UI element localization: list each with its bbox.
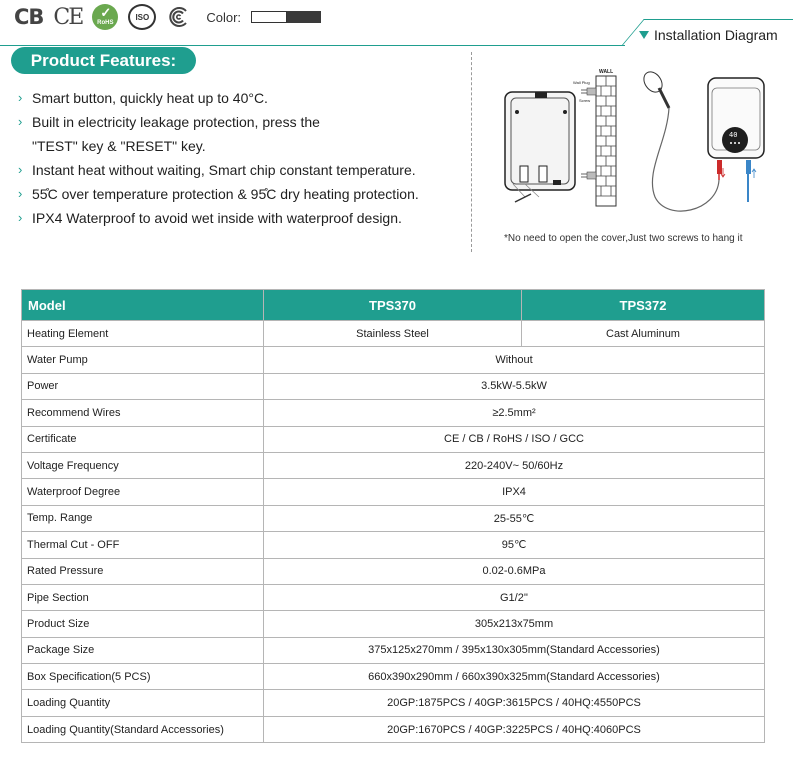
- table-row: [22, 400, 765, 426]
- color-swatch-white: [251, 11, 287, 23]
- product-features-title: Product Features:: [11, 47, 196, 74]
- screw-label: Screw: [579, 98, 591, 103]
- feature-item: [18, 86, 448, 110]
- row-value: 0.02-0.6MPa: [264, 558, 765, 584]
- table-row: [22, 532, 765, 558]
- row-label: Rated Pressure: [22, 558, 264, 584]
- feature-list: [18, 86, 448, 230]
- table-row: [22, 611, 765, 637]
- cb-logo: CB: [14, 5, 44, 29]
- color-swatch-black: [287, 11, 321, 23]
- table-row: [22, 479, 765, 505]
- installation-diagram-heading: [639, 27, 778, 43]
- row-value: 25-55℃: [264, 505, 765, 531]
- row-value: G1/2'': [264, 584, 765, 610]
- row-value: CE / CB / RoHS / ISO / GCC: [264, 426, 765, 452]
- row-label: Heating Element: [22, 321, 264, 347]
- row-label: Recommend Wires: [22, 400, 264, 426]
- row-value-tps372: Cast Aluminum: [522, 321, 765, 347]
- table-row: [22, 558, 765, 584]
- feature-text: Built in electricity leakage protection, press the: [32, 114, 320, 130]
- feature-item: [18, 206, 448, 230]
- section-divider: [471, 52, 472, 252]
- row-value: 305x213x75mm: [264, 611, 765, 637]
- chevron-right-icon: ›: [18, 114, 23, 129]
- feature-text: Instant heat without waiting, Smart chip constant temperature.: [32, 162, 416, 178]
- row-label: Box Specification(5 PCS): [22, 664, 264, 690]
- rohs-logo-text: ✓ RoHS: [97, 20, 114, 26]
- spec-table: [21, 289, 765, 743]
- row-label: Water Pump: [22, 347, 264, 373]
- row-value-tps370: Stainless Steel: [264, 321, 522, 347]
- feature-item: [18, 158, 448, 182]
- table-row: [22, 690, 765, 716]
- row-label: Certificate: [22, 426, 264, 452]
- ccc-mark-icon: [166, 5, 190, 29]
- feature-text: 55̊C over temperature protection & 95̊C dry heating protection.: [32, 186, 419, 202]
- row-value: 95℃: [264, 532, 765, 558]
- heater-back-illustration: [505, 92, 575, 197]
- table-row: [22, 584, 765, 610]
- ce-logo: CE: [53, 4, 83, 30]
- heater-display-readout: 40: [729, 131, 738, 139]
- row-label: Power: [22, 373, 264, 399]
- row-value: 20GP:1875PCS / 40GP:3615PCS / 40HQ:4550PCS: [264, 690, 765, 716]
- row-label: Voltage Frequency: [22, 452, 264, 478]
- heater-front-illustration: [708, 78, 764, 202]
- feature-text-continued: "TEST" key & "RESET" key.: [32, 138, 206, 154]
- chevron-right-icon: ›: [18, 186, 23, 201]
- table-row: [22, 637, 765, 663]
- row-label: Loading Quantity: [22, 690, 264, 716]
- row-value: 660x390x290mm / 660x390x325mm(Standard Accessories): [264, 664, 765, 690]
- installation-note: *No need to open the cover,Just two screws to hang it: [504, 233, 743, 244]
- column-header-tps372: TPS372: [522, 290, 765, 321]
- certification-bar: [14, 4, 321, 30]
- row-value: ≥2.5mm²: [264, 400, 765, 426]
- installation-diagram: [495, 62, 785, 224]
- table-row: [22, 426, 765, 452]
- color-label: Color:: [206, 9, 242, 25]
- table-row: [22, 452, 765, 478]
- shower-illustration: [640, 68, 719, 211]
- header-rule: [0, 45, 625, 46]
- column-header-model: Model: [22, 290, 264, 321]
- feature-item: [18, 110, 448, 134]
- row-label: Package Size: [22, 637, 264, 663]
- row-value: 20GP:1670PCS / 40GP:3225PCS / 40HQ:4060PCS: [264, 716, 765, 742]
- table-row: [22, 347, 765, 373]
- chevron-right-icon: ›: [18, 90, 23, 105]
- iso-logo: ISO: [128, 4, 156, 30]
- wall-plug-label: Wall Plug: [573, 80, 590, 85]
- table-row: [22, 716, 765, 742]
- row-label: Temp. Range: [22, 505, 264, 531]
- wall-label: WALL: [599, 69, 614, 75]
- row-value: 375x125x270mm / 395x130x305mm(Standard Accessories): [264, 637, 765, 663]
- feature-item: [18, 182, 448, 206]
- row-label: Loading Quantity(Standard Accessories): [22, 716, 264, 742]
- triangle-down-icon: [639, 31, 649, 39]
- table-row: [22, 664, 765, 690]
- chevron-right-icon: ›: [18, 162, 23, 177]
- row-label: Pipe Section: [22, 584, 264, 610]
- table-row: [22, 373, 765, 399]
- chevron-right-icon: ›: [18, 210, 23, 225]
- rohs-logo: [92, 4, 118, 30]
- row-label: Waterproof Degree: [22, 479, 264, 505]
- row-value: 220-240V~ 50/60Hz: [264, 452, 765, 478]
- row-label: Product Size: [22, 611, 264, 637]
- table-row: [22, 505, 765, 531]
- row-value: 3.5kW-5.5kW: [264, 373, 765, 399]
- table-header-row: [22, 290, 765, 321]
- column-header-tps370: TPS370: [264, 290, 522, 321]
- row-value: Without: [264, 347, 765, 373]
- row-value: IPX4: [264, 479, 765, 505]
- row-label: Thermal Cut - OFF: [22, 532, 264, 558]
- installation-diagram-title: Installation Diagram: [654, 27, 778, 43]
- feature-text: Smart button, quickly heat up to 40°C.: [32, 90, 268, 106]
- feature-text: IPX4 Waterproof to avoid wet inside with waterproof design.: [32, 210, 402, 226]
- table-row: [22, 321, 765, 347]
